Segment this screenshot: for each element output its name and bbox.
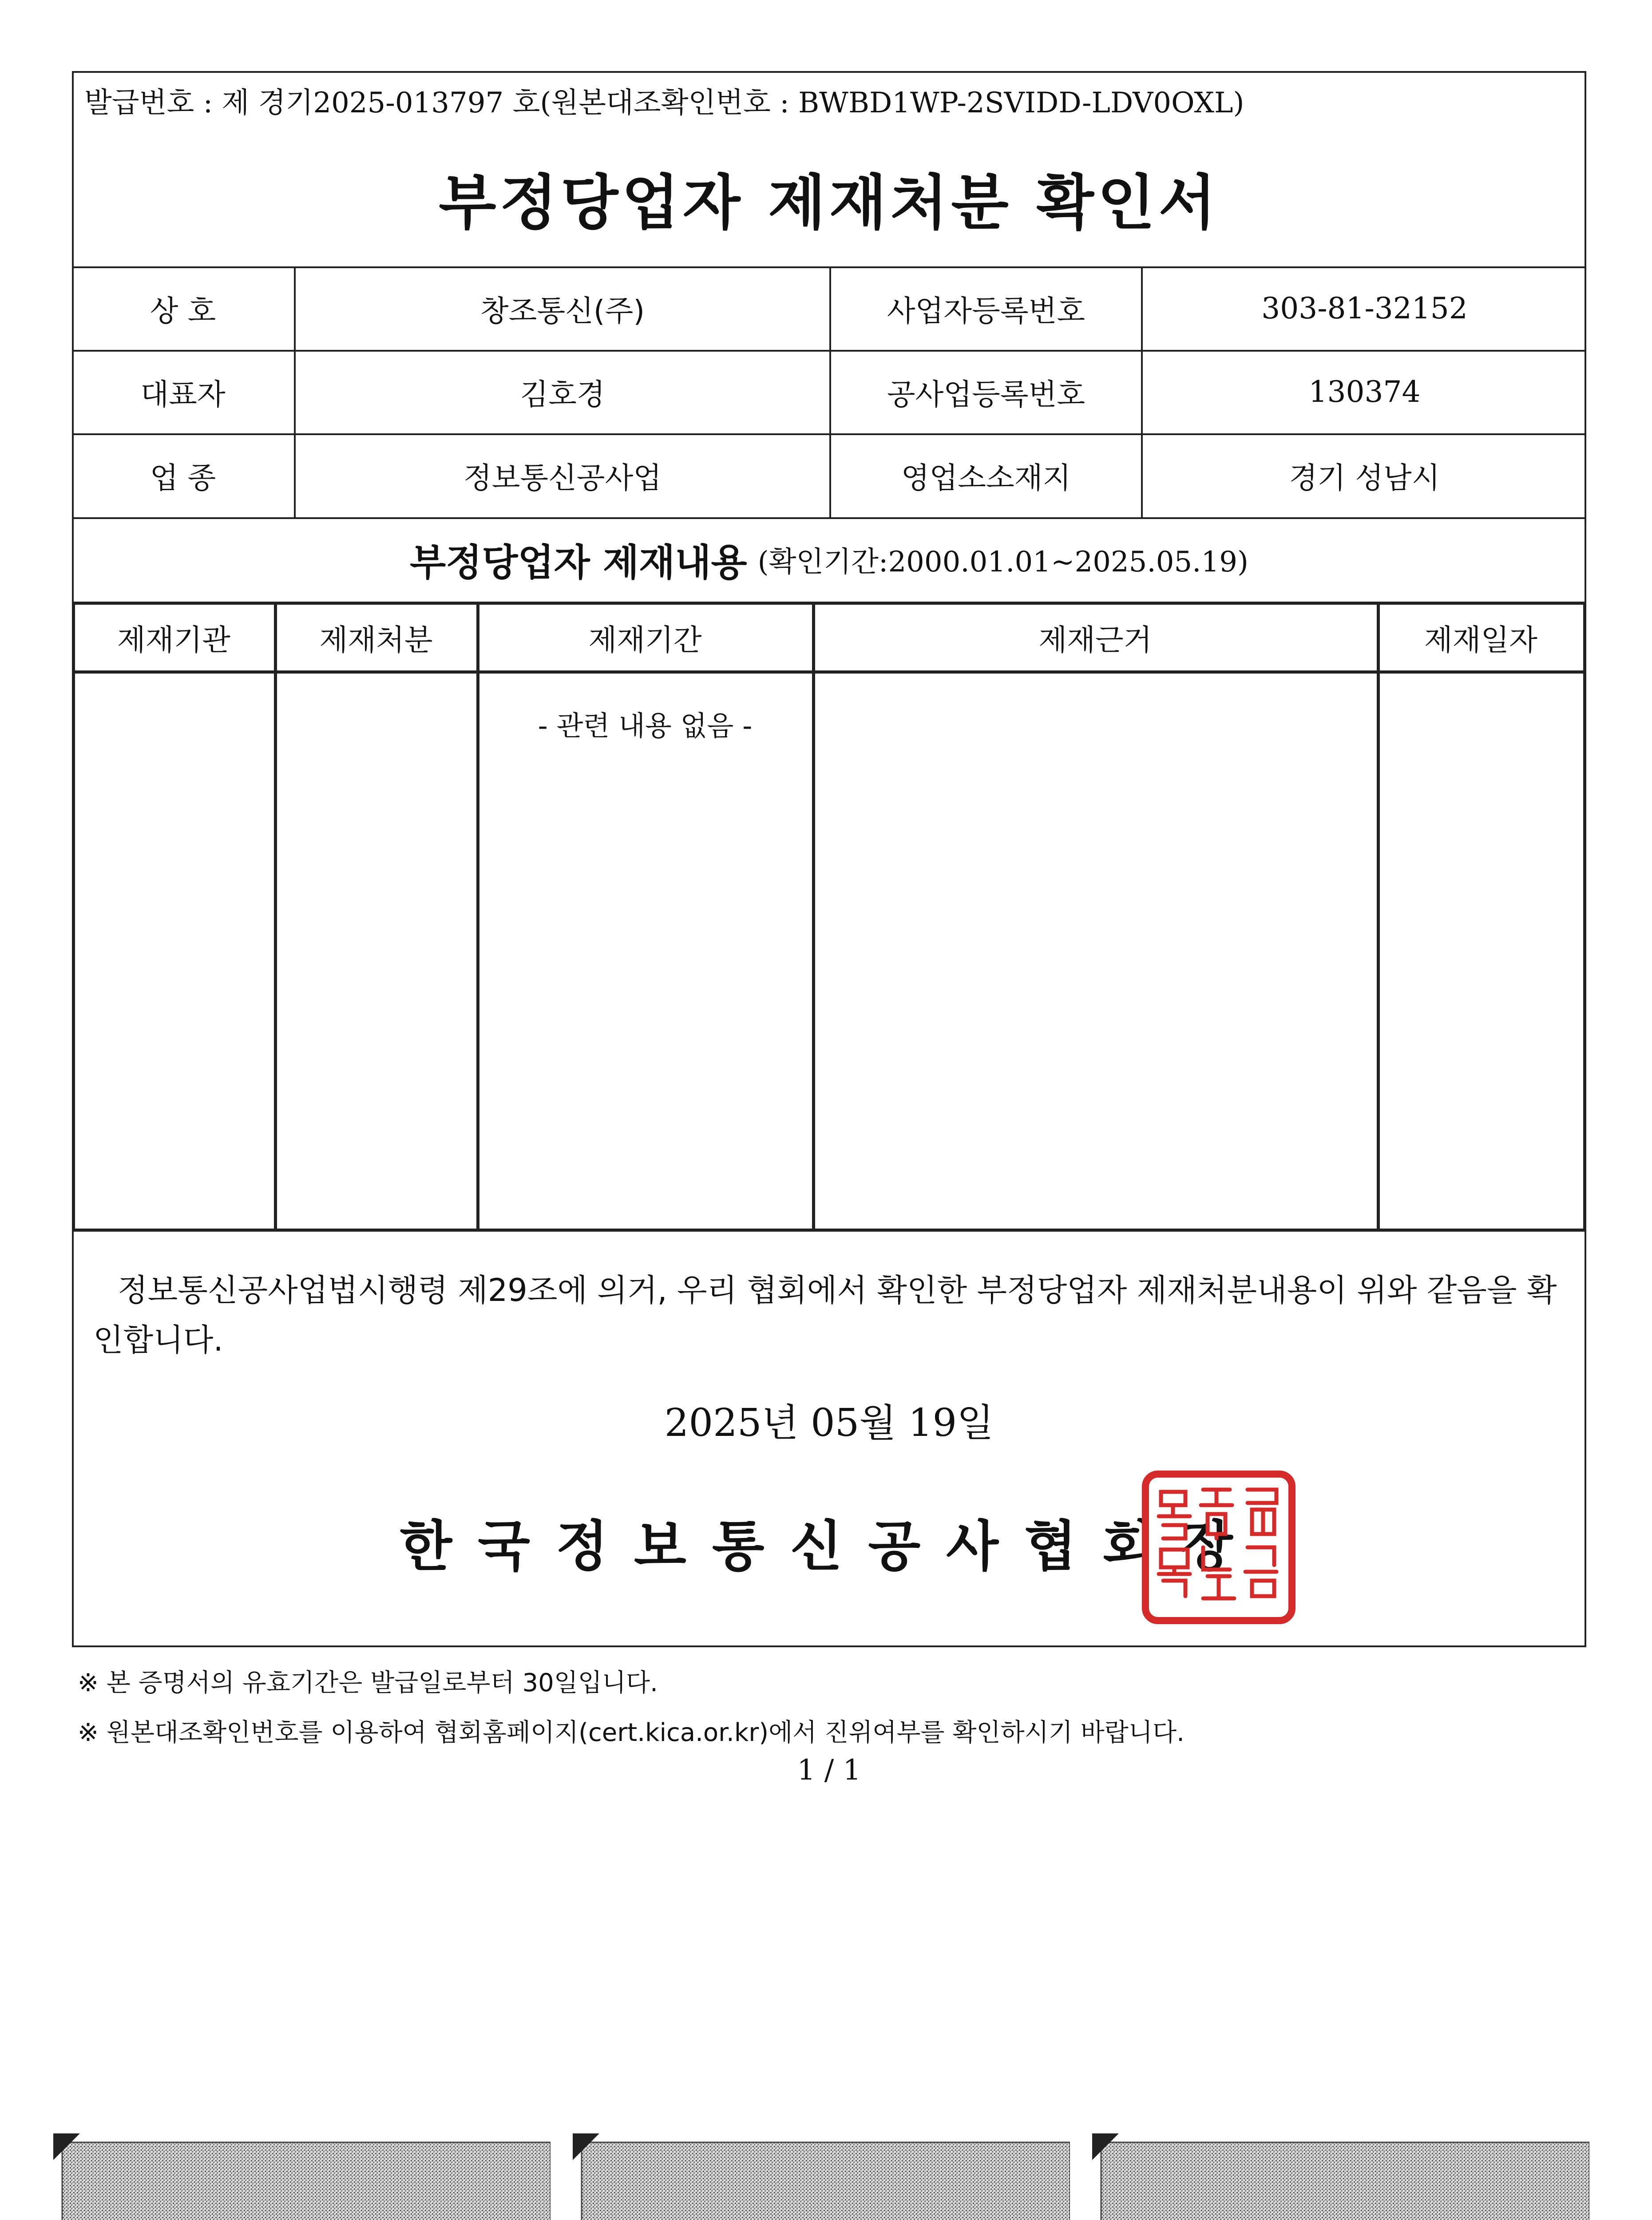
page-number: 1 / 1 xyxy=(797,1754,861,1787)
divider xyxy=(274,602,277,1232)
sanction-title: 부정당업자 제재내용 xyxy=(410,540,747,584)
location-value: 경기 성남시 xyxy=(1289,461,1440,495)
notes-block xyxy=(78,1658,1185,1758)
issue-date: 2025년 05월 19일 xyxy=(664,1401,994,1445)
divider xyxy=(72,602,75,1232)
security-code-pattern xyxy=(53,2133,551,2220)
divider xyxy=(476,602,479,1232)
location-label: 영업소소재지 xyxy=(901,461,1071,495)
column-header: 제재근거 xyxy=(1038,622,1152,657)
representative-label: 대표자 xyxy=(140,377,226,412)
business-reg-value: 303-81-32152 xyxy=(1261,291,1468,325)
column-header: 제재기관 xyxy=(117,622,231,657)
sanction-section-title xyxy=(72,517,1586,602)
company-name-label: 상 호 xyxy=(150,293,216,328)
column-header: 제재처분 xyxy=(319,622,433,657)
check-period: (확인기간:2000.01.01~2025.05.19) xyxy=(757,546,1248,579)
no-records-text: - 관련 내용 없음 - xyxy=(538,710,753,742)
note-validity: ※ 본 증명서의 유효기간은 발급일로부터 30일입니다. xyxy=(78,1669,658,1697)
note-verification: ※ 원본대조확인번호를 이용하여 협회홈페이지(cert.kica.or.kr)에서 진위여부를 확인하시기 바랍니다. xyxy=(78,1718,1185,1747)
construction-reg-label: 공사업등록번호 xyxy=(887,377,1085,412)
representative-value: 김호경 xyxy=(520,377,605,412)
company-name-value: 창조통신(주) xyxy=(480,293,645,328)
confirmation-statement: 정보통신공사업법시행령 제29조에 의거, 우리 협회에서 확인한 부정당업자 제재처분내용이 위와 같음을 확인합니다. xyxy=(93,1272,1557,1358)
industry-label: 업 종 xyxy=(150,461,216,495)
issuer-name: 한국정보통신공사협회장 xyxy=(400,1515,1259,1578)
column-header: 제재기간 xyxy=(588,622,702,657)
document-title: 부정당업자 제재처분 확인서 xyxy=(439,168,1220,238)
security-code-pattern xyxy=(573,2133,1070,2220)
issue-number-line: 발급번호 : 제 경기2025-013797 호(원본대조확인번호 : BWBD1WP-2SVIDD-LDV0OXL) xyxy=(84,87,1244,119)
official-seal xyxy=(1141,1470,1296,1625)
column-header: 제재일자 xyxy=(1424,622,1538,657)
construction-reg-value: 130374 xyxy=(1308,374,1421,409)
divider xyxy=(1377,602,1380,1232)
industry-value: 정보통신공사업 xyxy=(463,461,662,495)
business-reg-label: 사업자등록번호 xyxy=(887,293,1085,328)
divider xyxy=(72,670,1586,674)
divider xyxy=(812,602,815,1232)
divider xyxy=(1583,602,1586,1232)
divider xyxy=(72,1229,1586,1232)
security-code-pattern xyxy=(1092,2133,1589,2220)
seal-glyphs xyxy=(1159,1490,1276,1598)
